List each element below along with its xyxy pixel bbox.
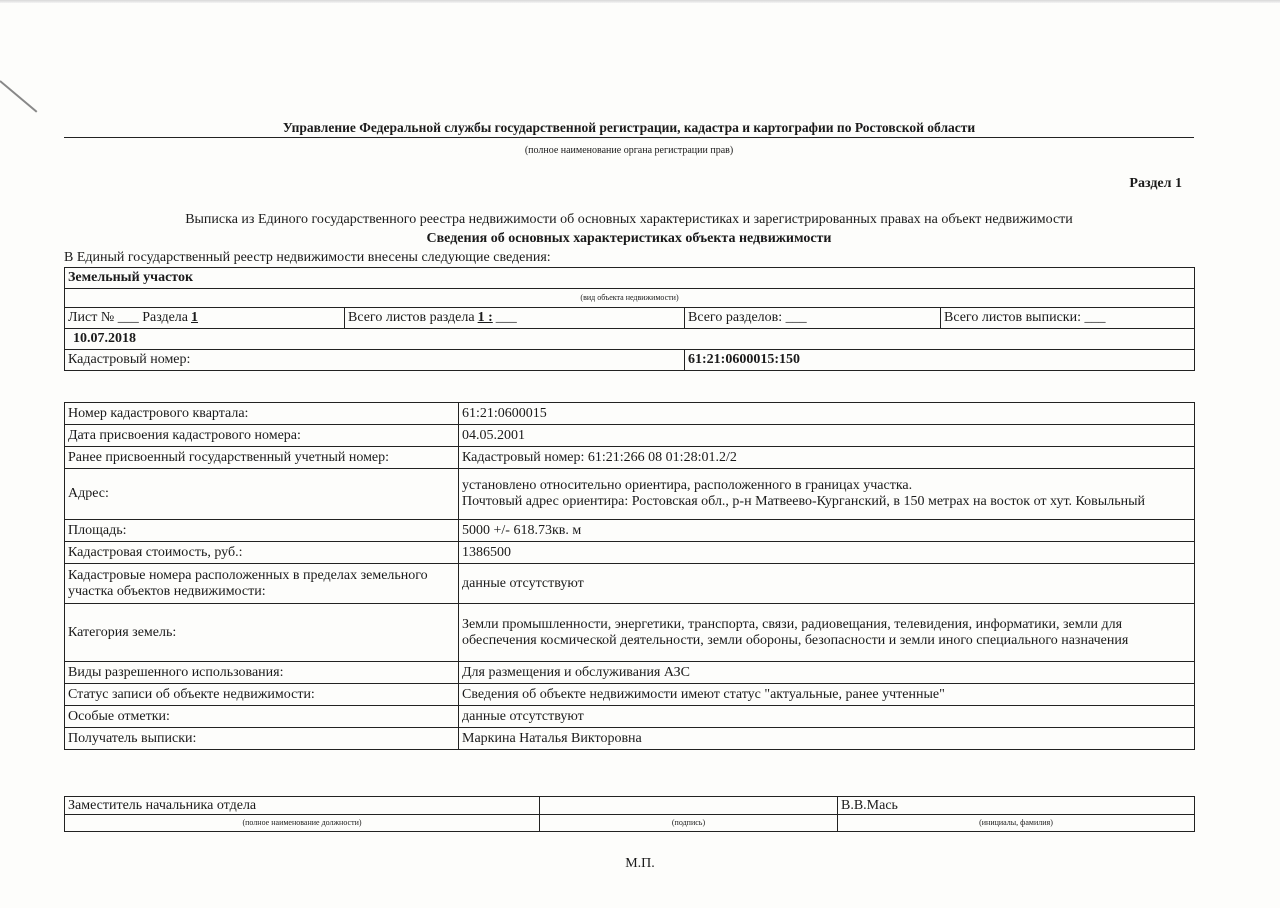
organization-name: Управление Федеральной службы государственной регистрации, кадастра и картографии по Ростовской области (282, 120, 976, 135)
sheets-in-section-label: Всего листов раздела (348, 310, 475, 325)
sheets-in-section-cell (345, 308, 685, 329)
official-signature (540, 797, 838, 815)
detail-value: Для размещения и обслуживания АЗС (459, 662, 1195, 684)
sheet-number-value: ___ (117, 310, 139, 325)
detail-value: Кадастровый номер: 61:21:266 08 01:28:01.2/2 (459, 447, 1195, 469)
scan-edge (0, 0, 1280, 3)
detail-value: 5000 +/- 618.73кв. м (459, 520, 1195, 542)
detail-value: установлено относительно ориентира, расположенного в границах участка. Почтовый адрес ориентира: Ростовская обл., р-н Матвеево-Курганский, в 150 метрах на восток от хут. Ковыльный (459, 469, 1195, 520)
total-sheets-label: Всего листов выписки: (944, 310, 1081, 325)
detail-label: Получатель выписки: (65, 728, 459, 750)
detail-value: 1386500 (459, 542, 1195, 564)
object-header-table (64, 267, 1195, 371)
total-sections-cell (685, 308, 941, 329)
detail-value: 61:21:0600015 (459, 403, 1195, 425)
total-sections-label: Всего разделов: (688, 310, 783, 325)
section-number-label: Раздела (142, 310, 189, 325)
detail-label: Дата присвоения кадастрового номера: (65, 425, 459, 447)
document-subtitle: Сведения об основных характеристиках объекта недвижимости (426, 231, 832, 246)
detail-label: Особые отметки: (65, 706, 459, 728)
detail-value: Маркина Наталья Викторовна (459, 728, 1195, 750)
cadastral-number-value: 61:21:0600015:150 (685, 350, 1195, 371)
object-type-caption: (вид объекта недвижимости) (65, 289, 1195, 308)
detail-label: Ранее присвоенный государственный учетный номер: (65, 447, 459, 469)
organization-underline (64, 137, 1194, 138)
official-name: В.В.Мась (838, 797, 1195, 815)
section-number-value: 1 (191, 310, 199, 325)
sheet-number-label: Лист № (68, 310, 115, 325)
stamp-place: М.П. (625, 856, 655, 871)
details-table (64, 402, 1195, 750)
detail-value: данные отсутствуют (459, 564, 1195, 604)
detail-label: Номер кадастрового квартала: (65, 403, 459, 425)
detail-label: Кадастровая стоимость, руб.: (65, 542, 459, 564)
detail-value: Земли промышленности, энергетики, транспорта, связи, радиовещания, телевидения, информатики, земли для обеспечения космической деятельности, земли обороны, безопасности и земли иного специального назначения (459, 604, 1195, 662)
total-sheets-value: ___ (1084, 310, 1106, 325)
section-label: Раздел 1 (1129, 176, 1182, 191)
document-title: Выписка из Единого государственного реестра недвижимости об основных характеристиках и зарегистрированных правах на объект недвижимости (185, 212, 1073, 227)
object-type: Земельный участок (65, 268, 1195, 289)
official-position: Заместитель начальника отдела (65, 797, 540, 815)
sheet-number-cell (65, 308, 345, 329)
detail-label: Адрес: (65, 469, 459, 520)
total-sections-value: ___ (785, 310, 807, 325)
detail-label: Категория земель: (65, 604, 459, 662)
intro-text: В Единый государственный реестр недвижимости внесены следующие сведения: (64, 250, 551, 265)
detail-label: Площадь: (65, 520, 459, 542)
sheets-in-section-blank: ___ (495, 310, 517, 325)
detail-value: данные отсутствуют (459, 706, 1195, 728)
organization-caption: (полное наименование органа регистрации прав) (524, 145, 734, 156)
total-sheets-cell (941, 308, 1195, 329)
detail-label: Кадастровые номера расположенных в пределах земельного участка объектов недвижимости: (65, 564, 459, 604)
scan-scratch (0, 80, 37, 112)
detail-value: Сведения об объекте недвижимости имеют статус "актуальные, ранее учтенные" (459, 684, 1195, 706)
detail-label: Статус записи об объекте недвижимости: (65, 684, 459, 706)
extract-date: 10.07.2018 (65, 329, 1195, 350)
signature-table (64, 796, 1195, 832)
signature-caption: (подпись) (540, 815, 838, 832)
sheets-in-section-value: 1 : (477, 310, 493, 325)
name-caption: (инициалы, фамилия) (838, 815, 1195, 832)
detail-value: 04.05.2001 (459, 425, 1195, 447)
detail-label: Виды разрешенного использования: (65, 662, 459, 684)
position-caption: (полное наименование должности) (65, 815, 540, 832)
cadastral-number-label: Кадастровый номер: (65, 350, 685, 371)
